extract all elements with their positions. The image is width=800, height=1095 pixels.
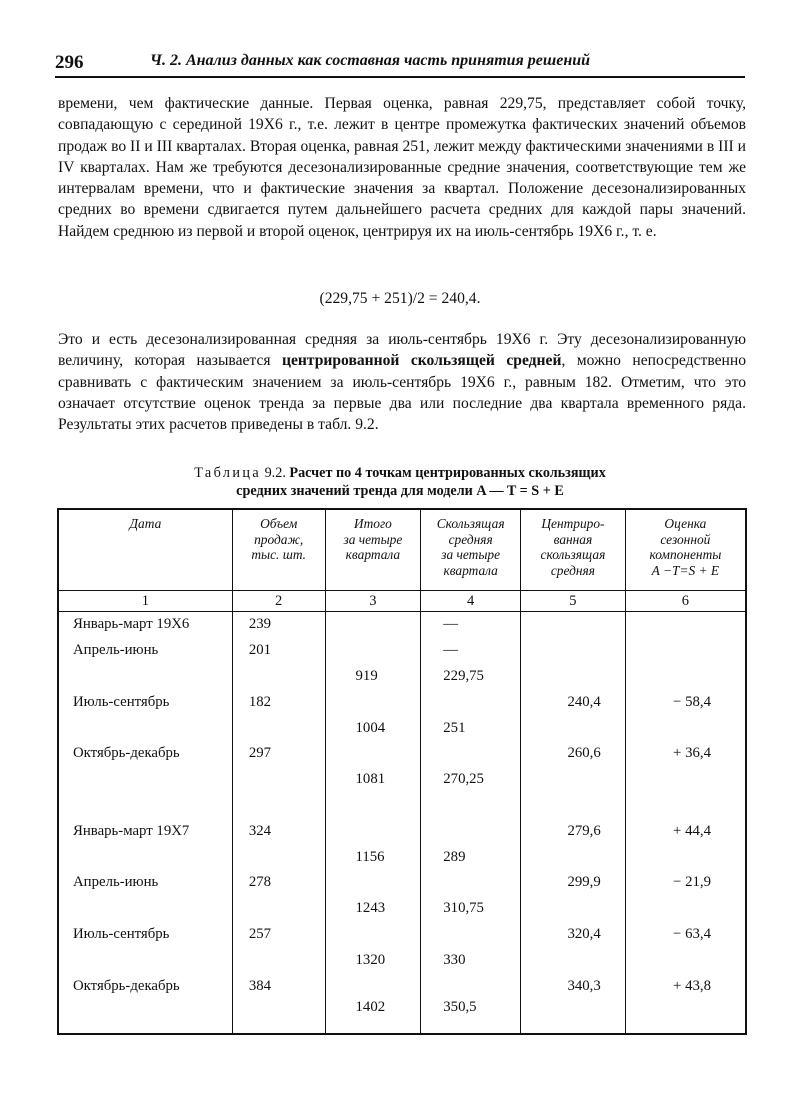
cell-seasonal (625, 896, 746, 922)
column-number: 6 (625, 591, 746, 612)
cell-volume: 201 (232, 638, 325, 664)
cell-total: 1243 (325, 896, 421, 922)
cell-volume: 297 (232, 741, 325, 767)
cell-centered (521, 793, 626, 819)
header-moving-average-line: средняя (448, 531, 493, 547)
cell-total (325, 922, 421, 948)
cell-centered: 260,6 (521, 741, 626, 767)
cell-date (58, 793, 232, 819)
cell-moving: 289 (421, 844, 521, 870)
column-number: 5 (521, 591, 626, 612)
paragraph-2 (58, 329, 746, 435)
cell-centered: 240,4 (521, 689, 626, 715)
cell-moving (421, 973, 521, 999)
cell-total: 1402 (325, 999, 421, 1034)
cell-date (58, 947, 232, 973)
cell-volume: 324 (232, 818, 325, 844)
header-centered-moving-average-line: средняя (550, 562, 595, 578)
cell-seasonal (625, 767, 746, 793)
cell-centered: 340,3 (521, 973, 626, 999)
cell-moving (421, 922, 521, 948)
table-body (58, 612, 746, 1034)
cell-moving (421, 870, 521, 896)
cell-total (325, 741, 421, 767)
cell-seasonal (625, 999, 746, 1034)
table-row (58, 638, 746, 664)
cell-centered (521, 999, 626, 1034)
cell-seasonal: − 58,4 (625, 689, 746, 715)
cell-centered: 299,9 (521, 870, 626, 896)
cell-seasonal (625, 715, 746, 741)
cell-date (58, 715, 232, 741)
cell-centered: 279,6 (521, 818, 626, 844)
header-sales-volume (232, 509, 325, 591)
cell-volume (232, 664, 325, 690)
cell-seasonal: − 21,9 (625, 870, 746, 896)
cell-date: Октябрь-декабрь (58, 741, 232, 767)
header-moving-average (421, 509, 521, 591)
header-four-quarter-total-line: квартала (345, 547, 401, 562)
cell-moving: — (421, 638, 521, 664)
paragraph-2-text-after: , можно непосредственно сравнивать с фактическим значением за июль-сентябрь 19X6 г., равным 182. Отметим, что это означает отсутствие оценок тренда за первые два или последние два квартала временного ряда. Результаты этих расчетов приведены в табл. 9.2. (58, 352, 746, 434)
cell-total: 1081 (325, 767, 421, 793)
cell-seasonal (625, 947, 746, 973)
cell-total (325, 689, 421, 715)
cell-volume (232, 767, 325, 793)
header-seasonal-component-line: компоненты (649, 547, 722, 562)
cell-moving: 270,25 (421, 767, 521, 793)
cell-centered (521, 844, 626, 870)
cell-centered (521, 612, 626, 638)
data-table (57, 508, 747, 1035)
cell-volume (232, 947, 325, 973)
header-sales-volume-line: тыс. шт. (251, 547, 306, 562)
cell-volume (232, 999, 325, 1034)
cell-date (58, 664, 232, 690)
header-moving-average-line: Скользящая (436, 516, 505, 531)
caption-label: Таблица (194, 465, 262, 481)
page-header (55, 52, 745, 78)
table-row (58, 973, 746, 999)
cell-total (325, 793, 421, 819)
header-centered-moving-average-line: скользящая (540, 547, 606, 562)
header-date (58, 509, 232, 591)
column-number: 3 (325, 591, 421, 612)
header-sales-volume-line: продаж, (254, 531, 304, 547)
cell-volume: 278 (232, 870, 325, 896)
cell-date: Апрель-июнь (58, 638, 232, 664)
cell-centered: 320,4 (521, 922, 626, 948)
header-seasonal-component-line: Оценка (664, 516, 707, 531)
cell-seasonal: + 44,4 (625, 818, 746, 844)
running-title: Ч. 2. Анализ данных как составная часть принятия решений (150, 52, 590, 69)
table-row (58, 870, 746, 896)
column-number: 2 (232, 591, 325, 612)
header-sales-volume-line: Объем (260, 516, 298, 531)
cell-total (325, 818, 421, 844)
table-row (58, 999, 746, 1034)
cell-moving (421, 793, 521, 819)
cell-date (58, 767, 232, 793)
cell-total: 1156 (325, 844, 421, 870)
formula: (229,75 + 251)/2 = 240,4. (319, 290, 481, 307)
cell-date: Июль-сентябрь (58, 689, 232, 715)
cell-seasonal: − 63,4 (625, 922, 746, 948)
header-four-quarter-total (325, 509, 421, 591)
table-row (58, 612, 746, 638)
cell-volume: 182 (232, 689, 325, 715)
cell-volume (232, 844, 325, 870)
cell-seasonal: + 36,4 (625, 741, 746, 767)
table-row (58, 793, 746, 819)
table-row (58, 715, 746, 741)
cell-seasonal (625, 664, 746, 690)
table-row (58, 741, 746, 767)
header-seasonal-component-line: сезонной (660, 531, 711, 547)
column-number: 4 (421, 591, 521, 612)
cell-volume: 384 (232, 973, 325, 999)
table-caption (0, 464, 800, 500)
table-row (58, 844, 746, 870)
cell-date (58, 999, 232, 1034)
cell-moving: 229,75 (421, 664, 521, 690)
header-date-line: Дата (129, 516, 162, 531)
cell-date: Апрель-июнь (58, 870, 232, 896)
cell-centered (521, 947, 626, 973)
page-number: 296 (55, 52, 84, 73)
cell-moving (421, 741, 521, 767)
caption-line-2: средних значений тренда для модели A — T = S + E (236, 483, 564, 499)
term-centered-moving-average: центрированной скользящей средней (281, 352, 562, 370)
cell-volume (232, 715, 325, 741)
cell-centered (521, 896, 626, 922)
cell-seasonal (625, 793, 746, 819)
table-row (58, 664, 746, 690)
table-row (58, 689, 746, 715)
header-moving-average-line: за четыре (441, 547, 501, 562)
cell-volume: 239 (232, 612, 325, 638)
cell-moving: 330 (421, 947, 521, 973)
cell-seasonal (625, 844, 746, 870)
paragraph-2-text-before: Это и есть десезонализированная средняя за июль-сентябрь 19X6 г. Эту десезонализированную величину, которая называется (58, 331, 746, 370)
cell-total (325, 612, 421, 638)
cell-volume (232, 793, 325, 819)
caption-number: 9.2. (264, 465, 286, 481)
cell-date: Январь-март 19X6 (58, 612, 232, 638)
header-moving-average-line: квартала (443, 562, 498, 578)
cell-moving (421, 818, 521, 844)
cell-total (325, 973, 421, 999)
table-row (58, 818, 746, 844)
cell-seasonal: + 43,8 (625, 973, 746, 999)
cell-total (325, 638, 421, 664)
cell-total (325, 870, 421, 896)
cell-moving: 251 (421, 715, 521, 741)
cell-date (58, 844, 232, 870)
cell-moving: 350,5 (421, 999, 521, 1034)
header-centered-moving-average-line: Центриро- (541, 516, 605, 531)
column-number-row (58, 591, 746, 612)
cell-total: 1004 (325, 715, 421, 741)
header-four-quarter-total-line: Итого (353, 516, 392, 531)
cell-date: Октябрь-декабрь (58, 973, 232, 999)
header-centered-moving-average (521, 509, 626, 591)
cell-centered (521, 715, 626, 741)
cell-date (58, 896, 232, 922)
cell-total: 919 (325, 664, 421, 690)
cell-date: Июль-сентябрь (58, 922, 232, 948)
cell-centered (521, 664, 626, 690)
cell-centered (521, 638, 626, 664)
cell-moving: 310,75 (421, 896, 521, 922)
caption-line-1: Расчет по 4 точкам центрированных скользящих (289, 465, 606, 481)
header-centered-moving-average-line: ванная (553, 531, 593, 547)
header-four-quarter-total-line: за четыре (343, 531, 403, 547)
cell-centered (521, 767, 626, 793)
cell-seasonal (625, 612, 746, 638)
cell-volume: 257 (232, 922, 325, 948)
cell-moving: — (421, 612, 521, 638)
cell-date: Январь-март 19X7 (58, 818, 232, 844)
table-row (58, 896, 746, 922)
cell-total: 1320 (325, 947, 421, 973)
table-row (58, 767, 746, 793)
table-row (58, 947, 746, 973)
cell-moving (421, 689, 521, 715)
cell-seasonal (625, 638, 746, 664)
header-seasonal-component-line: A −T=S + E (651, 562, 720, 578)
header-seasonal-component (625, 509, 746, 591)
paragraph-1: времени, чем фактические данные. Первая оценка, равная 229,75, представляет собой точку, совпадающую с серединой 19X6 г., т.е. лежит в центре промежутка фактических значений объемов продаж во II и III кварталах. Вторая оценка, равная 251, лежит между фактическими значениями в III и IV кварталах. Нам же требуются десезонализированные средние значения, соответствующие тем же интервалам времени, что и фактические значения за квартал. Положение десезонализированных средних во времени сдвигается путем дальнейшего расчета средних для каждой пары значений. Найдем среднюю из первой и второй оценок, центрируя их на июль-сентябрь 19X6 г., т. е. (58, 95, 746, 240)
column-number: 1 (58, 591, 232, 612)
table-row (58, 922, 746, 948)
cell-volume (232, 896, 325, 922)
table-header-row (58, 509, 746, 591)
